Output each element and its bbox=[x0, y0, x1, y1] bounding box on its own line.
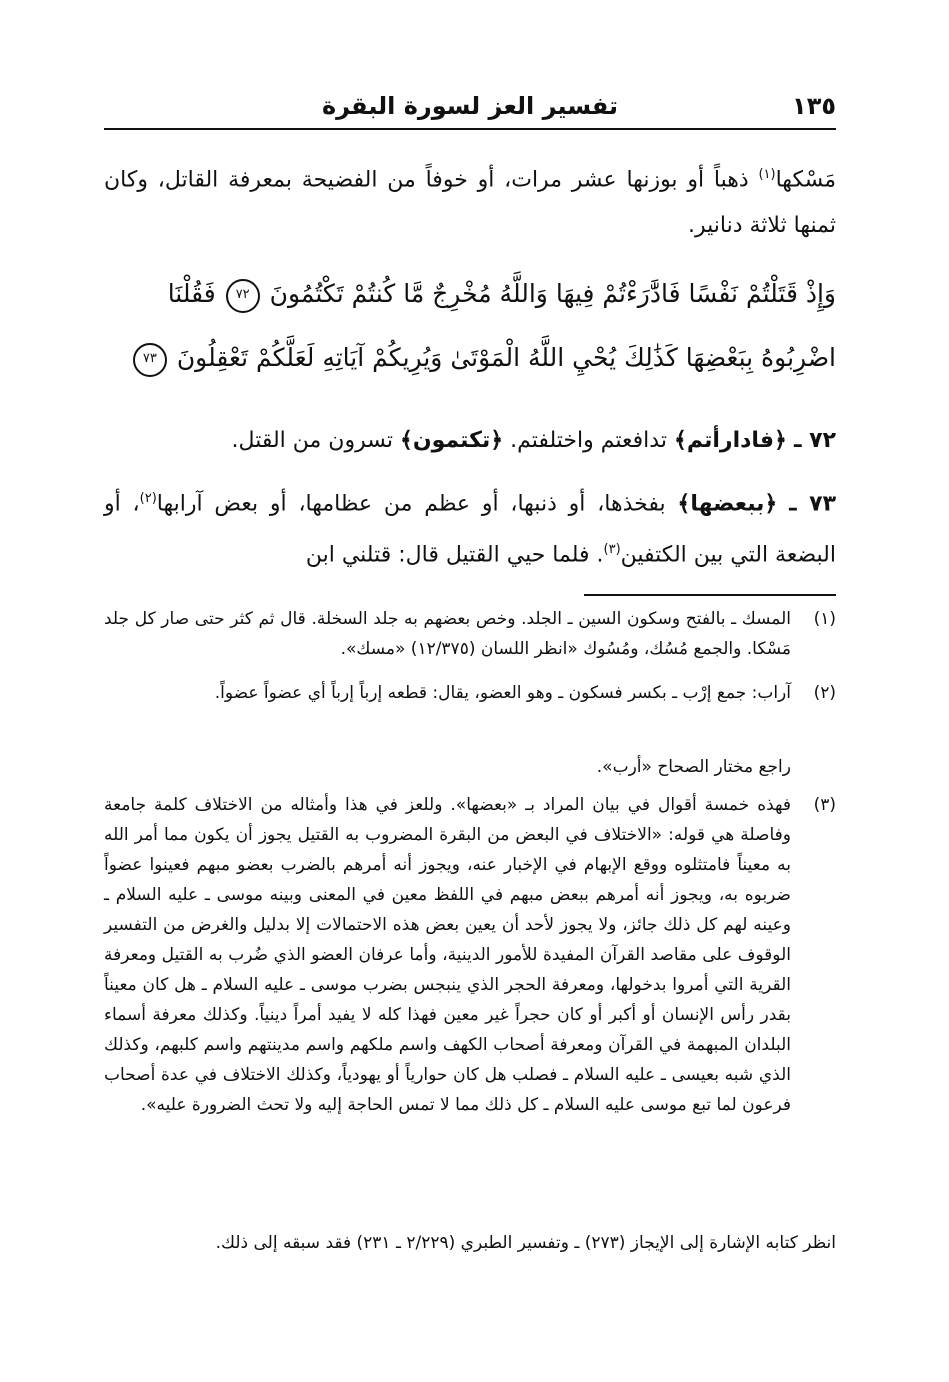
quran-verse bbox=[104, 262, 836, 390]
note-72-def-2: تسرون من القتل. bbox=[231, 428, 400, 453]
footnote-1-text: المسك ـ بالفتح وسكون السين ـ الجلد. وخص بعضهم به جلد السخلة. قال ثم كثر حتى صار كل جلد مَسْكا. والجمع مُسُك، ومُسُوك «انظر اللسان (١٢/٣٧٥) «مسك». bbox=[104, 609, 791, 659]
note-73 bbox=[104, 476, 836, 579]
footnote-1-number: (١) bbox=[813, 609, 836, 629]
note-72-word-1: ﴿فادارأتم﴾ bbox=[673, 428, 787, 453]
footnote-1 bbox=[104, 604, 836, 664]
footnote-ref-2: (٢) bbox=[139, 491, 157, 506]
footnote-2-text: آراب: جمع إرْب ـ بكسر فسكون ـ وهو العضو، يقال: قطعه إرباً إرباً أي عضواً عضواً. bbox=[214, 683, 791, 703]
verse-text-73: فَقُلْنَا اضْرِبُوهُ بِبَعْضِهَا كَذَٰلِكَ يُحْيِ اللَّهُ الْمَوْتَىٰ وَيُرِيكُمْ آيَاتِهِ لَعَلَّكُمْ تَعْقِلُونَ bbox=[167, 279, 836, 372]
note-72-def-1: تدافعتم واختلفتم. bbox=[503, 428, 674, 453]
footnote-3-ref-text: انظر كتابه الإشارة إلى الإيجاز (٢٧٣) ـ وتفسير الطبري (٢/٢٢٩ ـ ٢٣١) فقد سبقه إلى ذلك. bbox=[215, 1233, 836, 1253]
aya-end-marker-72: ٧٢ bbox=[226, 279, 260, 313]
footnote-ref-3: (٣) bbox=[603, 542, 621, 558]
intro-paragraph bbox=[104, 152, 836, 249]
note-73-text-1: بفخذها، أو ذنبها، أو عظم من عظامها، أو بعض آرابها bbox=[156, 491, 678, 517]
note-72-number: ٧٢ ـ bbox=[793, 428, 836, 453]
aya-end-marker-73: ٧٣ bbox=[133, 343, 167, 377]
running-title: تفسير العز لسورة البقرة bbox=[321, 92, 619, 120]
footnote-separator bbox=[584, 594, 836, 596]
footnote-3-number: (٣) bbox=[813, 795, 836, 815]
intro-word: مَسْكها bbox=[775, 167, 836, 193]
note-73-word: ﴿ببعضها﴾ bbox=[677, 491, 778, 517]
verse-text-72: وَإِذْ قَتَلْتُمْ نَفْسًا فَادَّٰرَءْتُمْ فِيهَا وَاللَّهُ مُخْرِجٌ مَّا كُنتُمْ تَكْتُمُونَ bbox=[269, 279, 836, 308]
note-73-number: ٧٣ ـ bbox=[789, 491, 836, 517]
intro-text: ذهباً أو بوزنها عشر مرات، أو خوفاً من الفضيحة بمعرفة القاتل، وكان ثمنها ثلاثة دنانير. bbox=[104, 167, 836, 239]
note-73-text-3: . فلما حيي القتيل قال: قتلني ابن bbox=[305, 542, 604, 568]
footnote-ref-1: (١) bbox=[758, 167, 776, 182]
footnote-2-ref-text: راجع مختار الصحاح «أرب». bbox=[596, 757, 791, 777]
footnote-3 bbox=[104, 790, 836, 1120]
footnote-3-reference bbox=[104, 1228, 836, 1258]
page-number: ١٣٥ bbox=[792, 92, 836, 120]
footnote-2 bbox=[104, 678, 836, 708]
footnote-2-reference bbox=[104, 752, 836, 782]
page-header bbox=[104, 88, 836, 130]
note-72 bbox=[104, 418, 836, 464]
footnote-3-text: فهذه خمسة أقوال في بيان المراد بـ «بعضها». وللعز في هذا وأمثاله من الاختلاف كلمة جامعة وفاصلة هي قوله: «الاختلاف في البعض من البقرة المضروب به القتيل يجوز أن يكون مما أمر الله به معيناً فامتثلوه ووقع الإبهام في الإخبار عنه، ويجوز أنه أمرهم بالضرب بعضو مبهم فعينوا عضواً ضربوه به، ويجوز أنه أمرهم ببعض مبهم في اللفظ معين في المعنى وبينه موسى ـ عليه السلام ـ وعينه لهم كل ذلك جائز، ولا يجوز لأحد أن يعين بعض هذه الاحتمالات إلا بدليل والغرض من التفسير الوقوف على مقاصد القرآن المفيدة للأمور الدينية، وأما عرفان العضو الذي ضُرب به القتيل ومعرفة القرية التي أمروا بدخولها، ومعرفة الحجر الذي ينبجس بضرب موسى ـ عليه السلام ـ هل كان معيناً بقدر رأس الإنسان أو أكبر أو كان حجراً غير معين فهذا كله لا يفيد أمراً دينياً. وكذلك معرفة أسماء البلدان المبهمة في القرآن ومعرفة أصحاب الكهف واسم ملكهم واسم مدينتهم واسم كلبهم، وكذلك الذي شبه بعيسى ـ عليه السلام ـ فصلب هل كان حوارياً أو يهودياً، وكذلك الاختلاف في عدة أصحاب فرعون لما تبع موسى عليه السلام ـ كل ذلك مما لا تمس الحاجة إليه ولا تحث الضرورة عليه». bbox=[104, 795, 791, 1115]
note-72-word-2: ﴿تكتمون﴾ bbox=[399, 428, 504, 453]
note-73-text-2: ، أو البضعة التي بين الكتفين bbox=[104, 491, 836, 568]
footnote-2-number: (٢) bbox=[813, 683, 836, 703]
